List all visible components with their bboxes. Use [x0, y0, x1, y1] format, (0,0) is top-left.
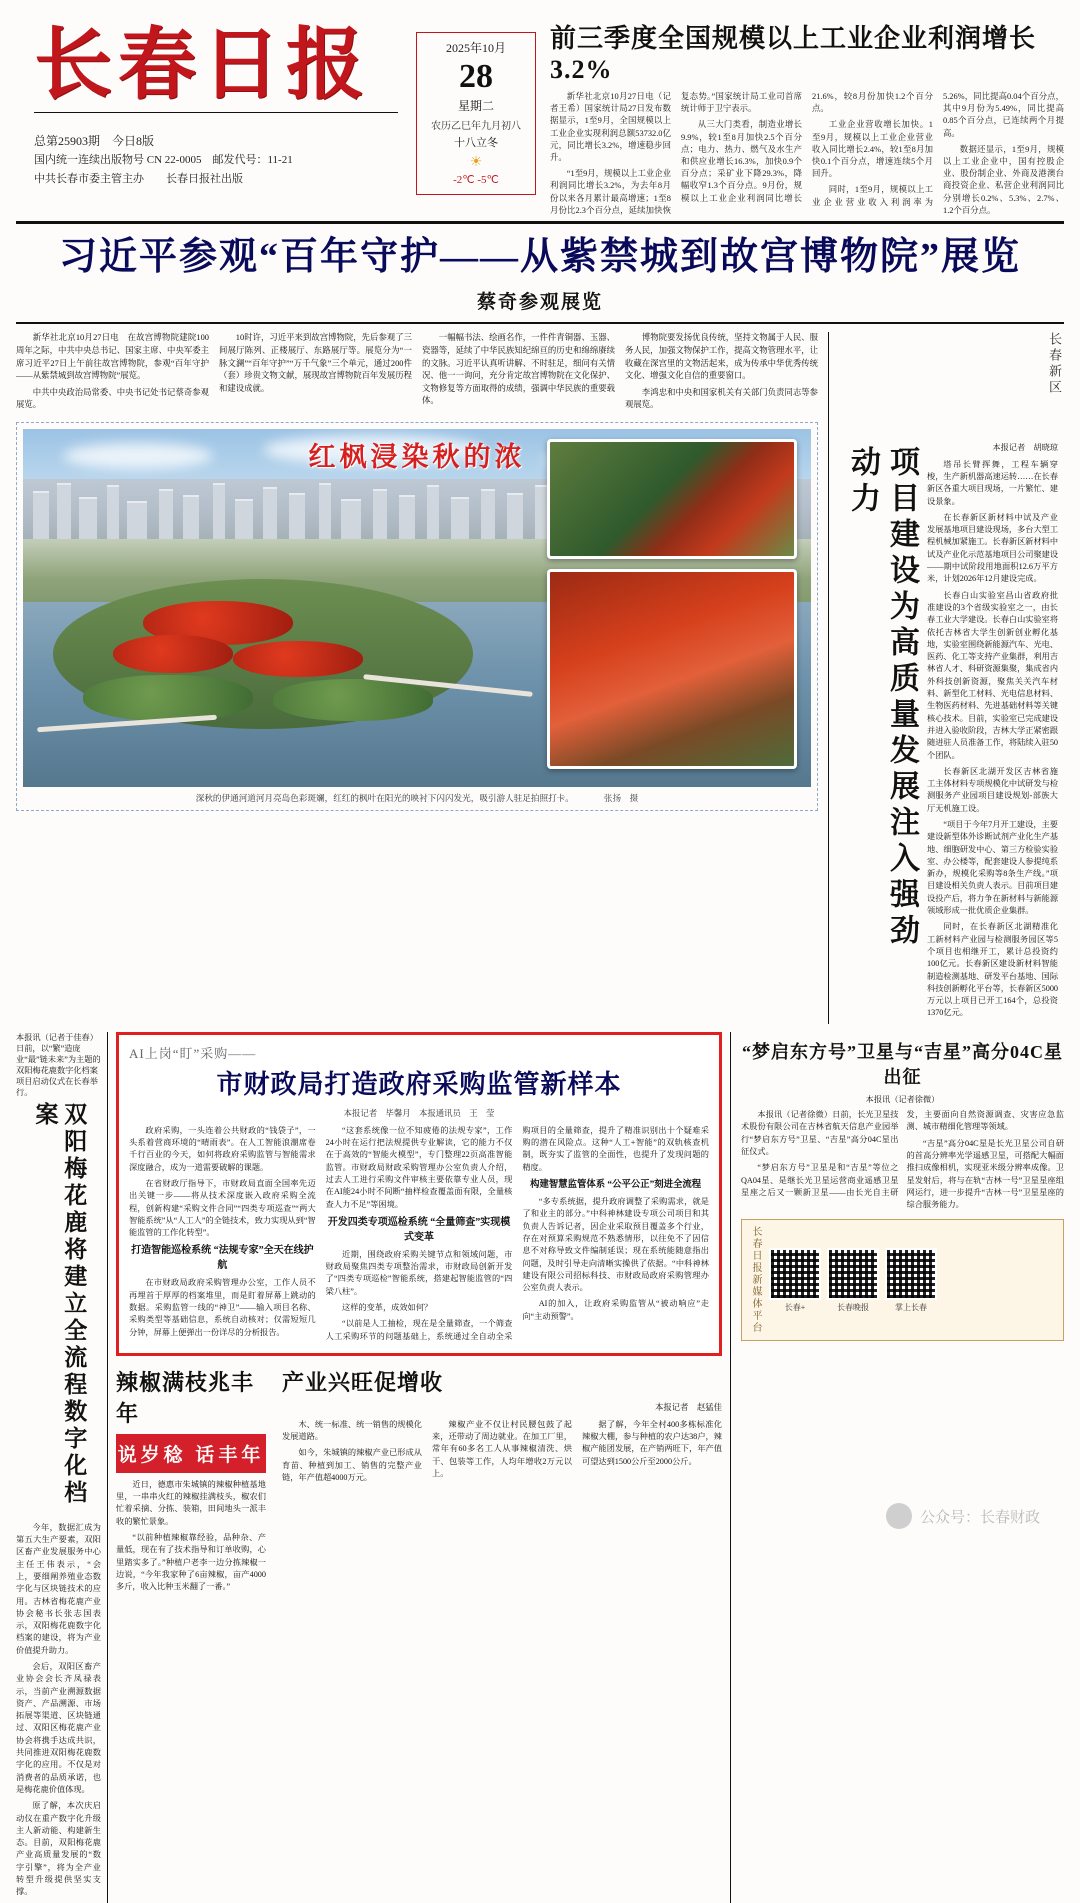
section-kicker: 长春新区	[1047, 332, 1062, 397]
building-shape	[79, 497, 97, 539]
main-left-column	[16, 332, 828, 1023]
satellite-para: “吉星”高分04C星是长光卫星公司自研的首高分辨率光学遥感卫星，可搭配大幅面推扫成像相机，实现亚米级分辨率成像。卫星发射后，将与在轨“吉林一号”卫星星座组网运行，进一步提升“吉林一号”卫星星座的综合服务能力。	[906, 1138, 1064, 1210]
feature-subheading: 打造智能巡检系统 “法规专家”全天在线护航	[131, 1245, 314, 1272]
red-foliage-shape	[113, 635, 233, 673]
building-shape	[451, 497, 469, 539]
temperature: -2℃ -5℃	[453, 174, 499, 187]
story-para: 中共中央政治局常委、中央书记处书记蔡奇参观展览。	[16, 387, 209, 410]
date-weekday: 星期二	[457, 99, 494, 114]
satellite-para: 本报讯（记者徐微）日前，长光卫星技术股份有限公司在吉林省航天信息产业园举行“梦启东方号”卫星、“吉星”高分04C星出征仪式。	[741, 1110, 899, 1156]
page-title: 习近平参观“百年守护——从紫禁城到故宫博物院”展览	[58, 235, 1021, 278]
right-feature-title: 项目建设为高质量发展注入强劲动力	[846, 446, 918, 951]
publisher-line: 中共长春市委主管主办 长春日报社出版	[34, 172, 243, 185]
satellite-byline: 本报讯（记者徐微）	[865, 1095, 940, 1105]
bottom-right-column	[730, 1032, 1064, 1903]
lead-para: 数据还显示，1至9月，规模以上工业企业中，国有控股企业、股份制企业、外商及港澳台商投资企业、私营企业利润同比分别增长0.2%、5.3%、2.7%、1.2个百分点。	[943, 144, 1064, 215]
photo-caption: 深秋的伊通河道河月亮岛色彩斑斓，红红的枫叶在阳光的映衬下闪闪发光，吸引游人驻足拍照打卡。	[195, 793, 574, 804]
chili-para: 近日，德惠市朱城镇的辣椒种植基地里，一串串火红的辣椒挂满枝头，椒农们忙着采摘、分拣、装箱，田间地头一派丰收的繁忙景象。	[116, 1479, 266, 1526]
watermark-text: 公众号：长春财政	[919, 1509, 1040, 1526]
lead-para: 同时，1至9月，规模以上工业企业营业收入利润率为5.26%，同比提高0.04个百分点，其中9月份为5.49%，同比提高0.85个百分点，已连续两个月提高。	[812, 92, 1064, 207]
headline-story-body	[16, 332, 818, 412]
story-para	[16, 332, 209, 382]
feature-subheading: 开发四类专项巡检系统 “全量筛查”实现模式变革	[327, 1216, 511, 1243]
lead-para: 工业企业营收增长加快。1至9月，规模以上工业企业营业收入同比增长2.4%，较1至8月加快0.1个百分点，增速连续5个月回升。	[812, 120, 933, 179]
story-para: 博物院要发扬优良传统，坚持文物属于人民、服务人民，加强文物保护工作，提高文物管理水平，让收藏在深宫里的文物活起来，成为传承中华优秀传统文化、增强文化自信的重要窗口。	[625, 333, 818, 381]
lead-para: “1至9月，规模以上工业企业利润同比增长3.2%，为去年8月份以来各月累计最高增速；1至8月份比2.3个百分点，延续加快恢复态势。”国家统计局工业司首席统计师于卫宁表示。	[550, 92, 802, 215]
feature-subheading: 构建智慧监管体系 “公平公正”刻进全流程	[530, 1179, 702, 1190]
building-shape	[507, 493, 523, 539]
building-shape	[319, 483, 331, 539]
wechat-logo-icon	[886, 1503, 912, 1529]
left-para: 会后，双阳区畜产业协会会长齐凤禄表示，当前产业溯源数据资产、产品溯源、市场拓展等渠道、区块链通过、双阳区梅花鹿产业协会将携手达成共识，共同推进双阳梅花鹿数字化的应用。不仅是对消费者的品质承诺，也是梅花鹿价值体现。	[16, 1662, 101, 1794]
building-shape	[263, 487, 277, 539]
left-feature-byline: 本报讯（记者于佳春）日前，以“繁”造庞业“最”链未来”为主题的双阳梅花鹿数字化档案项目启动仪式在长春举行。	[16, 1032, 101, 1097]
feature-title: 市财政局打造政府采购监管新样本	[216, 1069, 622, 1099]
feature-para: AI的加入，让政府采购监管从“被动响应”走向“主动预警”。	[522, 1299, 709, 1321]
right-para: 长春白山实验室昌山省政府批准建设的3个省级实验室之一，由长春工业大学建设。长春白山实验室将依托吉林省大学生创新创业孵化基地，实验室围绕新能源汽车、光电、医药、化工等支持产业集群，利用吉林省人才、科研资源集聚，集成省内外科技创新资源，聚焦关关汽车材料、新型化工材料、光电信息材料、生物医药材料、先进基础材料等关键核心技术。目前，实验室已完成建设并进入验收阶段，吉林大学正紧密跟随进驻人员准备工作，将陆续入驻50个团队。	[927, 590, 1059, 760]
date-year-month: 2025年10月	[445, 41, 506, 55]
building-shape	[481, 489, 495, 539]
feature-para: 在省财政厅指导下，市财政局直面全国率先迈出关键一步——将从技术深度嵌入政府采购全流程，创新构建“采购文件合同”“四类专项巡查”“两大智能系统”从“人工人”的全链技术，致力实现从到“智能监管的工作化转型”。	[129, 1178, 316, 1238]
feature-byline: 本报记者 毕馨月 本报通讯员 王 莹	[343, 1108, 495, 1118]
right-para: “项目于今年7月开工建设，主要建设新型体外诊断试剂产业化生产基地、细胞研发中心、第三方检验实验室、办公楼等，配套建设人参提纯系新办，规模化采购等8条生产线。”项目建设相关负责人表示。目前项目建设投产后，将力争在新材料与新能源领域形成一批优质企业集群。	[927, 819, 1059, 916]
satellite-title: “梦启东方号”卫星与“吉星”高分04C星出征	[742, 1041, 1063, 1087]
right-para: 塔吊长臂挥舞，工程车辆穿梭，生产新机器高速运转……在长春新区各重大项目现场，一片繁忙、建设景象。	[927, 459, 1059, 506]
story-para: 李鸿忠和中央和国家机关有关部门负责同志等参观展览。	[625, 387, 818, 410]
building-shape	[213, 483, 225, 539]
chili-story	[116, 1366, 722, 1598]
story-para: 一幅幅书法、绘画名作，一件件青铜器、玉器、瓷器等，延续了中华民族知纪绵亘的历史和绵绵赓续的文脉。习近平认真听讲解、不时驻足，细问有关情况、他一一询问，充分肯定故宫博物院在文化保护、文物修复等方面取得的成绩，强调中华民族的重要载体。	[422, 333, 615, 406]
bottom-middle-column	[108, 1032, 730, 1903]
masthead	[16, 10, 1064, 224]
chili-para: 据了解，今年全村400多栋标准化辣椒大棚，参与种植的农户达38户，辣椒产能团发展，在产销两旺下，年产值可望达到1500公斤至2000公斤。	[582, 1419, 722, 1466]
qr-item[interactable]	[885, 1248, 937, 1313]
left-para: 原了解，本次庆启动仪在重产数字化升级主人新动能、构建新生态。目前，双阳梅花鹿产业高质量发展的“数字引擎”，将为全产业转型升级提供坚实支撑。	[16, 1801, 101, 1897]
red-foliage-shape	[233, 641, 363, 677]
page-subtitle: 蔡奇参观展览	[476, 292, 603, 314]
green-foliage-shape	[273, 679, 433, 721]
date-day: 28	[459, 58, 493, 95]
building-shape	[183, 495, 199, 539]
lead-story	[536, 18, 1064, 217]
lead-para: 新华社北京10月27日电（记者王希）国家统计局27日发布数据显示，1至9月，全国规模以上工业企业实现利润总额53732.0亿元，同比增长3.2%，增速稳步回升。	[550, 92, 671, 162]
watermark	[886, 1503, 1040, 1529]
feature-kicker: AI上岗“盯”采购——	[129, 1045, 257, 1061]
feature-para: 政府采购，一头连着公共财政的“钱袋子”，一头系着营商环境的“晴雨表”。在人工智能浪潮席卷千行百业的今天，如何将政府采购监管与智能需求深度融合，成为一道需要破解的课题。	[129, 1125, 316, 1172]
story-para: 10时许，习近平来到故宫博物院，先后参观了三间展厅陈列、正楼展厅、东路展厅等。展览分为“一脉文澜”“百年守护”“万千气象”三个单元，通过200件（套）珍贵文物文献，展现故宫博物院百年发展历程和建设成就。	[219, 333, 412, 393]
date-box	[416, 32, 536, 195]
photo-caption-row	[23, 792, 811, 804]
lead-body	[550, 91, 1064, 217]
feature-body	[129, 1125, 709, 1343]
license-number: 国内统一连续出版物号 CN 22-0005 邮发代号：11-21	[34, 154, 293, 167]
qr-block-label: 长春日报新媒体平台	[750, 1226, 761, 1335]
main-right-column	[828, 332, 1064, 1023]
building-shape	[159, 489, 173, 539]
photo-overlay-title: 红枫浸染秋的浓	[308, 442, 526, 474]
newspaper-title: 长春日报	[34, 19, 371, 110]
red-feature-box	[116, 1032, 722, 1356]
feature-para: 在市财政局政府采购管理办公室，工作人员不再埋首于厚厚的档案堆里，而是盯着屏幕上跳动的数据。采购监管一线的“神卫”——输入项目名称、采购类型等基础信息，系统自动核对；仅需短短几分钟，屏幕上便弹出一份详尽的分析报告。	[129, 1278, 316, 1337]
building-shape	[399, 495, 415, 539]
satellite-body	[741, 1109, 1064, 1211]
qr-code-icon[interactable]	[827, 1248, 879, 1300]
building-shape	[33, 491, 49, 539]
building-shape	[127, 501, 147, 539]
feature-para: 近期，围绕政府采购关键节点和领域问题，市财政局聚焦四类专项整治需求，市财政局创新开发了“四类专项巡检”智能系统，搭建起智能监管的“四梁八柱”。	[325, 1249, 513, 1296]
photo-block	[16, 422, 818, 811]
lead-para: 从三大门类看，制造业增长9.9%，较1至8月加快2.5个百分点；电力、热力、燃气及水生产和供应业增长16.3%，加快0.9个百分点；采矿业下降29.3%，降幅收窄1.3个百分点。9月份，规模以上工业企业利润同比增长21.6%，较8月份加快1.2个百分点。	[681, 92, 933, 203]
bottom-left-column	[16, 1032, 108, 1903]
qr-block	[741, 1219, 1064, 1341]
building-shape	[57, 483, 71, 539]
date-solar-term: 十八立冬	[454, 137, 498, 150]
chili-body-right	[282, 1419, 722, 1484]
right-para: 同时，在长春新区北湖精准化工新材料产业园与检测服务园区等5个项目也相继开工，累计总投资约100亿元。长春新区建设新材料智能制造检测基地、研发平台基地、国际科技创新孵化平台等，长春新区5000万元以上项目已开工164个，总投资1370亿元。	[927, 922, 1059, 1018]
main-photo	[23, 429, 811, 787]
masthead-divider	[34, 112, 398, 113]
left-feature-body	[16, 1522, 101, 1899]
sun-icon: ☀	[469, 155, 483, 171]
masthead-logo-block	[16, 10, 416, 189]
chili-body-left	[116, 1479, 266, 1594]
masthead-meta	[34, 131, 416, 189]
main-content	[16, 332, 1064, 1023]
building-shape	[373, 489, 387, 539]
qr-label: 长春晚报	[837, 1302, 869, 1312]
issue-number: 总第25903期 今日8版	[34, 133, 155, 148]
qr-code-icon[interactable]	[885, 1248, 937, 1300]
building-shape	[535, 485, 547, 539]
feature-para: 这样的变革，成效如何？	[342, 1303, 433, 1312]
satellite-para: “梦启东方号”卫星是和“吉星”等位之QA04星、是继长光卫星运营商业遥感卫星星座之后又一颗新卫星——由长光自主研发，主要面向自然资源调查、灾害应急监测、城市精细化管理等领域。	[741, 1110, 1064, 1197]
building-shape	[107, 485, 119, 539]
chili-para: 木、统一标准、统一销售的规模化发展道路。	[282, 1419, 422, 1442]
qr-label: 掌上长春	[895, 1302, 927, 1312]
story-text: 新华社北京10月27日电 在故宫博物院建院100周年之际，中共中央总书记、国家主席、中央军委主席习近平27日上午前往故宫博物院，参观“百年守护——从紫禁城到故宫博物院”展览。	[16, 333, 209, 381]
cloud-shape	[63, 443, 213, 469]
qr-label: 长春+	[784, 1302, 806, 1312]
building-shape	[427, 485, 439, 539]
chili-para: 辣椒产业不仅让村民腰包鼓了起来，还带动了周边就业。在加工厂里，常年有60多名工人从事辣椒清洗、烘干、包装等工作，人均年增收2万元以上。	[432, 1419, 572, 1479]
chili-title-left: 辣椒满枝兆丰年	[116, 1369, 255, 1426]
chili-title-right: 产业兴旺促增收	[282, 1369, 444, 1395]
bottom-section	[16, 1032, 1064, 1903]
right-para: 在长春新区新材料中试及产业发展基地项目建设现场，多台大型工程机械加紧施工。长春新区新材料中试及产业化示范基地项目公司聚建设——期中试阶段用地面积12.6万平方米，计划2026年12月建设完成。	[927, 512, 1059, 584]
qr-item[interactable]	[827, 1248, 879, 1313]
building-shape	[235, 499, 253, 539]
qr-item[interactable]	[769, 1248, 821, 1313]
main-headline-block	[16, 234, 1064, 325]
photo-credit: 张扬 摄	[603, 793, 639, 804]
chili-para: “以前种植辣椒靠经验，品种杂、产量低，现在有了技术指导和订单收购，心里踏实多了。”种植户老李一边分拣辣椒一边说，“今年我家种了6亩辣椒，亩产4000多斤，收入比种玉米翻了一番。”	[116, 1533, 266, 1592]
feature-para: “这套系统像一位不知疲倦的法规专家”，工作24小时在运行把法规提供专业解读，它的能力不仅在于高效的“智能火模型”，专门整理22页高准智能监管。市财政局财政采购管理办公室负责人介绍，过去人工进行采购文件审核主要依靠专业人员，现在AI能24小时不间断“抽样检查覆盖面有限，全量核查人力不足”等困境。	[325, 1125, 513, 1209]
qr-code-icon[interactable]	[769, 1248, 821, 1300]
building-shape	[341, 499, 361, 539]
left-feature-title: 双阳梅花鹿将建立全流程数字化档案	[32, 1101, 87, 1507]
right-para: 长春新区北湖开发区吉林省施工主体材料专项规模化中试研发与检测服务产业园项目建设规划-部族大厅无机施工设。	[927, 766, 1059, 813]
feature-para: “以前是人工抽检，现在是全量筛查，一个筛查人工采购环节的问题基础上，系统通过全自动全采购项目的全量筛查，提升了精准识别出十个疑难采购的潜在风险点。这种“人工+智能”的双轨核查机制，既夯实了监管的全面性，也提升了发现问题的精度。	[325, 1125, 709, 1341]
chili-para: 如今，朱城镇的辣椒产业已形成从育苗、种植到加工、销售的完整产业链，年产值超4000万元。	[282, 1448, 422, 1483]
green-foliage-shape	[83, 675, 253, 721]
chili-byline: 本报记者 赵猛佳	[655, 1402, 722, 1412]
right-feature-byline: 本报记者 胡晓琼	[992, 443, 1058, 453]
lead-title: 前三季度全国规模以上工业企业利润增长3.2%	[550, 24, 1037, 84]
chili-banner: 说岁稔 话丰年	[116, 1434, 266, 1473]
right-feature-body	[927, 442, 1058, 1019]
photo-inset-bottom	[547, 569, 797, 769]
building-shape	[289, 493, 305, 539]
left-para: 今年，数据汇成为第五大生产要素，双阳区畜产业发展服务中心主任王伟表示，“会上，要细阐养殖业态数字化与区块链技术的应用。吉林省梅花鹿产业协会秘书长张志国表示，双阳梅花鹿数字化档案的建设，将为产业价值提升助力。	[16, 1522, 101, 1655]
date-lunar: 农历乙巳年九月初八	[431, 121, 521, 133]
photo-inset-top	[547, 439, 797, 559]
feature-para: “多专系统据，提升政府调整了采购需求，就是了和业主的部分。”中科神林建设专项公司项目和其负责人告诉记者，因企业采取预目覆盖多个行业，存在对预算采购规范不熟悉情形，以往免不了因信息不对称导致文件编制延误；现在系统能随意指出问题，及时引导走向清晰实操供了依据。“中科神林建设有限公司招标科技、市财政局政府采购管理办公室负责人表示。	[522, 1197, 709, 1293]
